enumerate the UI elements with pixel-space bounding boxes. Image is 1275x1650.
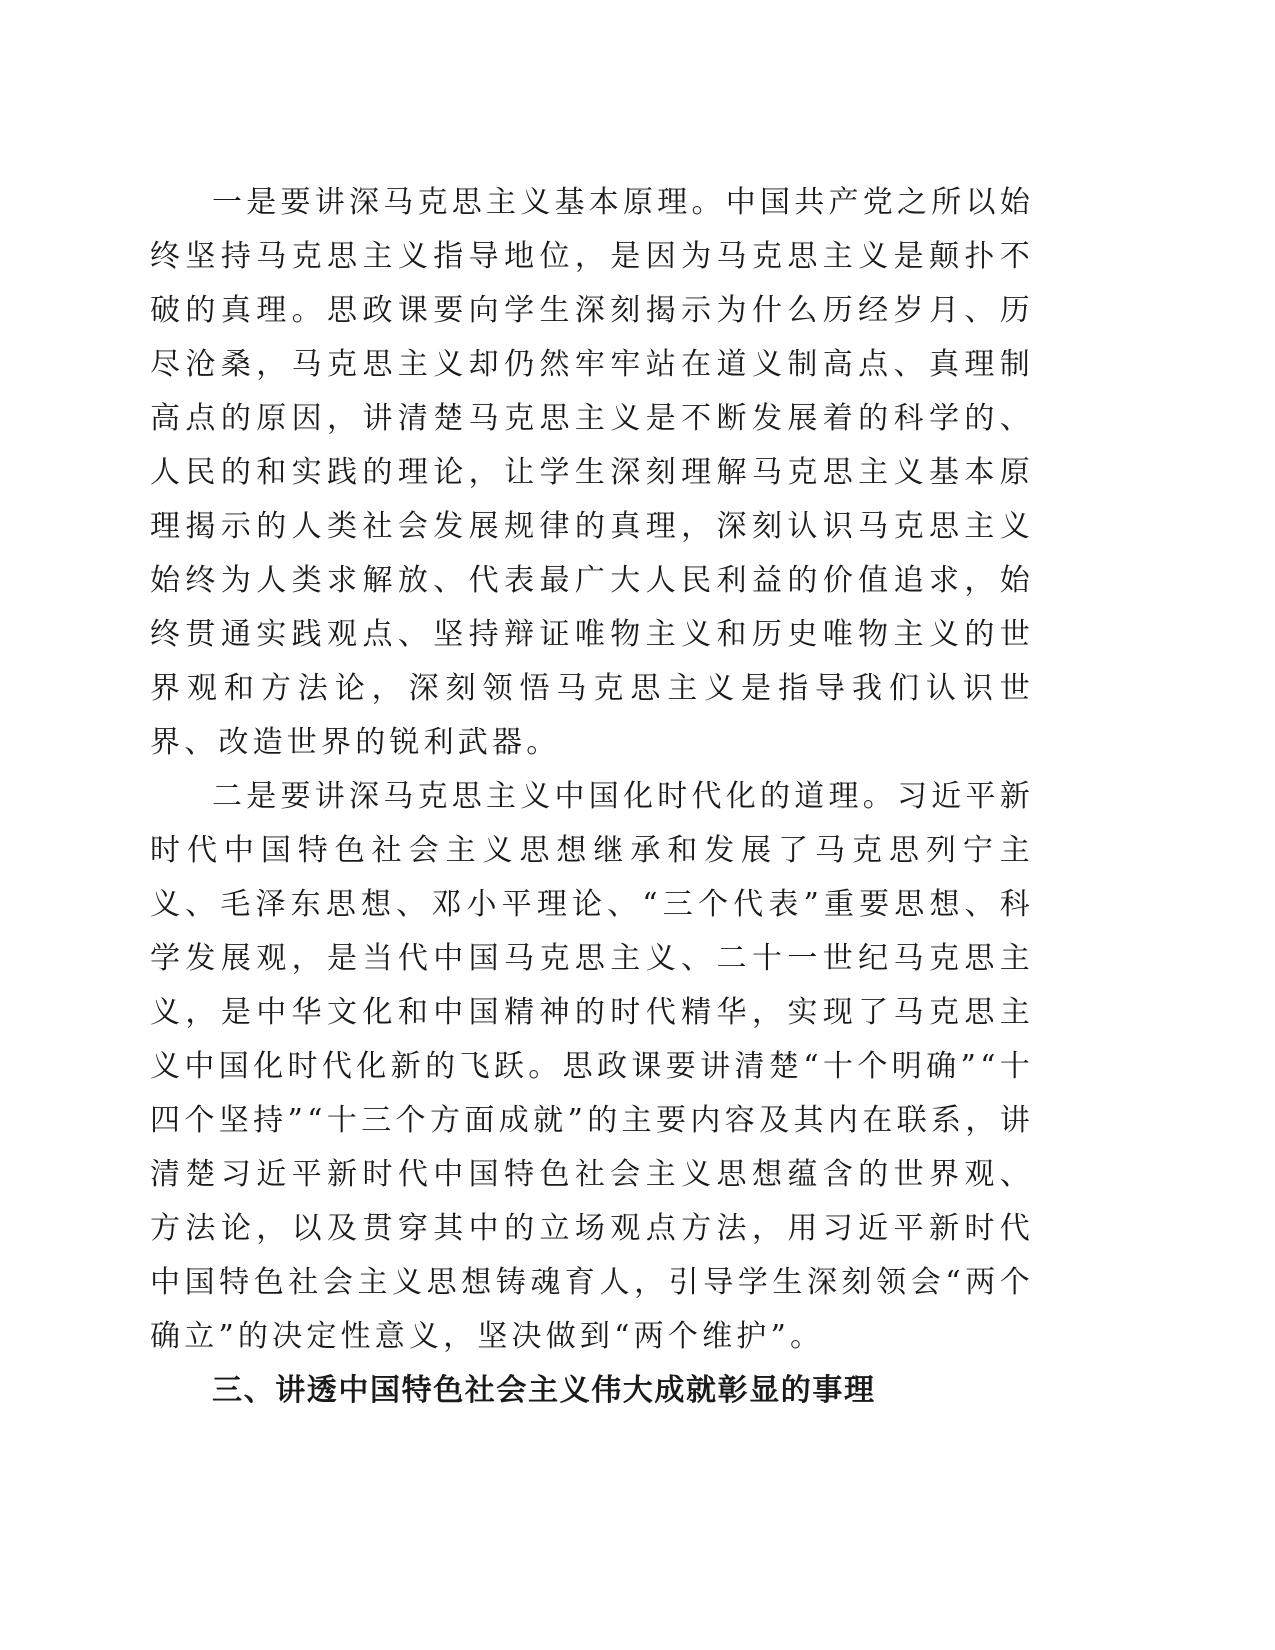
section-heading: 三、讲透中国特色社会主义伟大成就彰显的事理 — [212, 1373, 876, 1408]
paragraph-one: 一是要讲深马克思主义基本原理。中国共产党之所以始终坚持马克思主义指导地位，是因为马克思主义是颠扑不破的真理。思政课要向学生深刻揭示为什么历经岁月、历尽沧桑，马克思主义却仍然牢牢站在道义制高点、真理制高点的原因，讲清楚马克思主义是不断发展着的科学的、人民的和实践的理论，让学生深刻理解马克思主义基本原理揭示的人类社会发展规律的真理，深刻认识马克思主义始终为人类求解放、代表最广大人民利益的价值追求，始终贯通实践观点、坚持辩证唯物主义和历史唯物主义的世界观和方法论，深刻领悟马克思主义是指导我们认识世界、改造世界的锐利武器。 — [150, 185, 1034, 760]
document-body — [150, 176, 1034, 1418]
paragraph-two: 二是要讲深马克思主义中国化时代化的道理。习近平新时代中国特色社会主义思想继承和发展了马克思列宁主义、毛泽东思想、邓小平理论、“三个代表”重要思想、科学发展观，是当代中国马克思主义、二十一世纪马克思主义，是中华文化和中国精神的时代精华，实现了马克思主义中国化时代化新的飞跃。思政课要讲清楚“十个明确”“十四个坚持”“十三个方面成就”的主要内容及其内在联系，讲清楚习近平新时代中国特色社会主义思想蕴含的世界观、方法论，以及贯穿其中的立场观点方法，用习近平新时代中国特色社会主义思想铸魂育人，引导学生深刻领会“两个确立”的决定性意义，坚决做到“两个维护”。 — [150, 779, 1034, 1354]
